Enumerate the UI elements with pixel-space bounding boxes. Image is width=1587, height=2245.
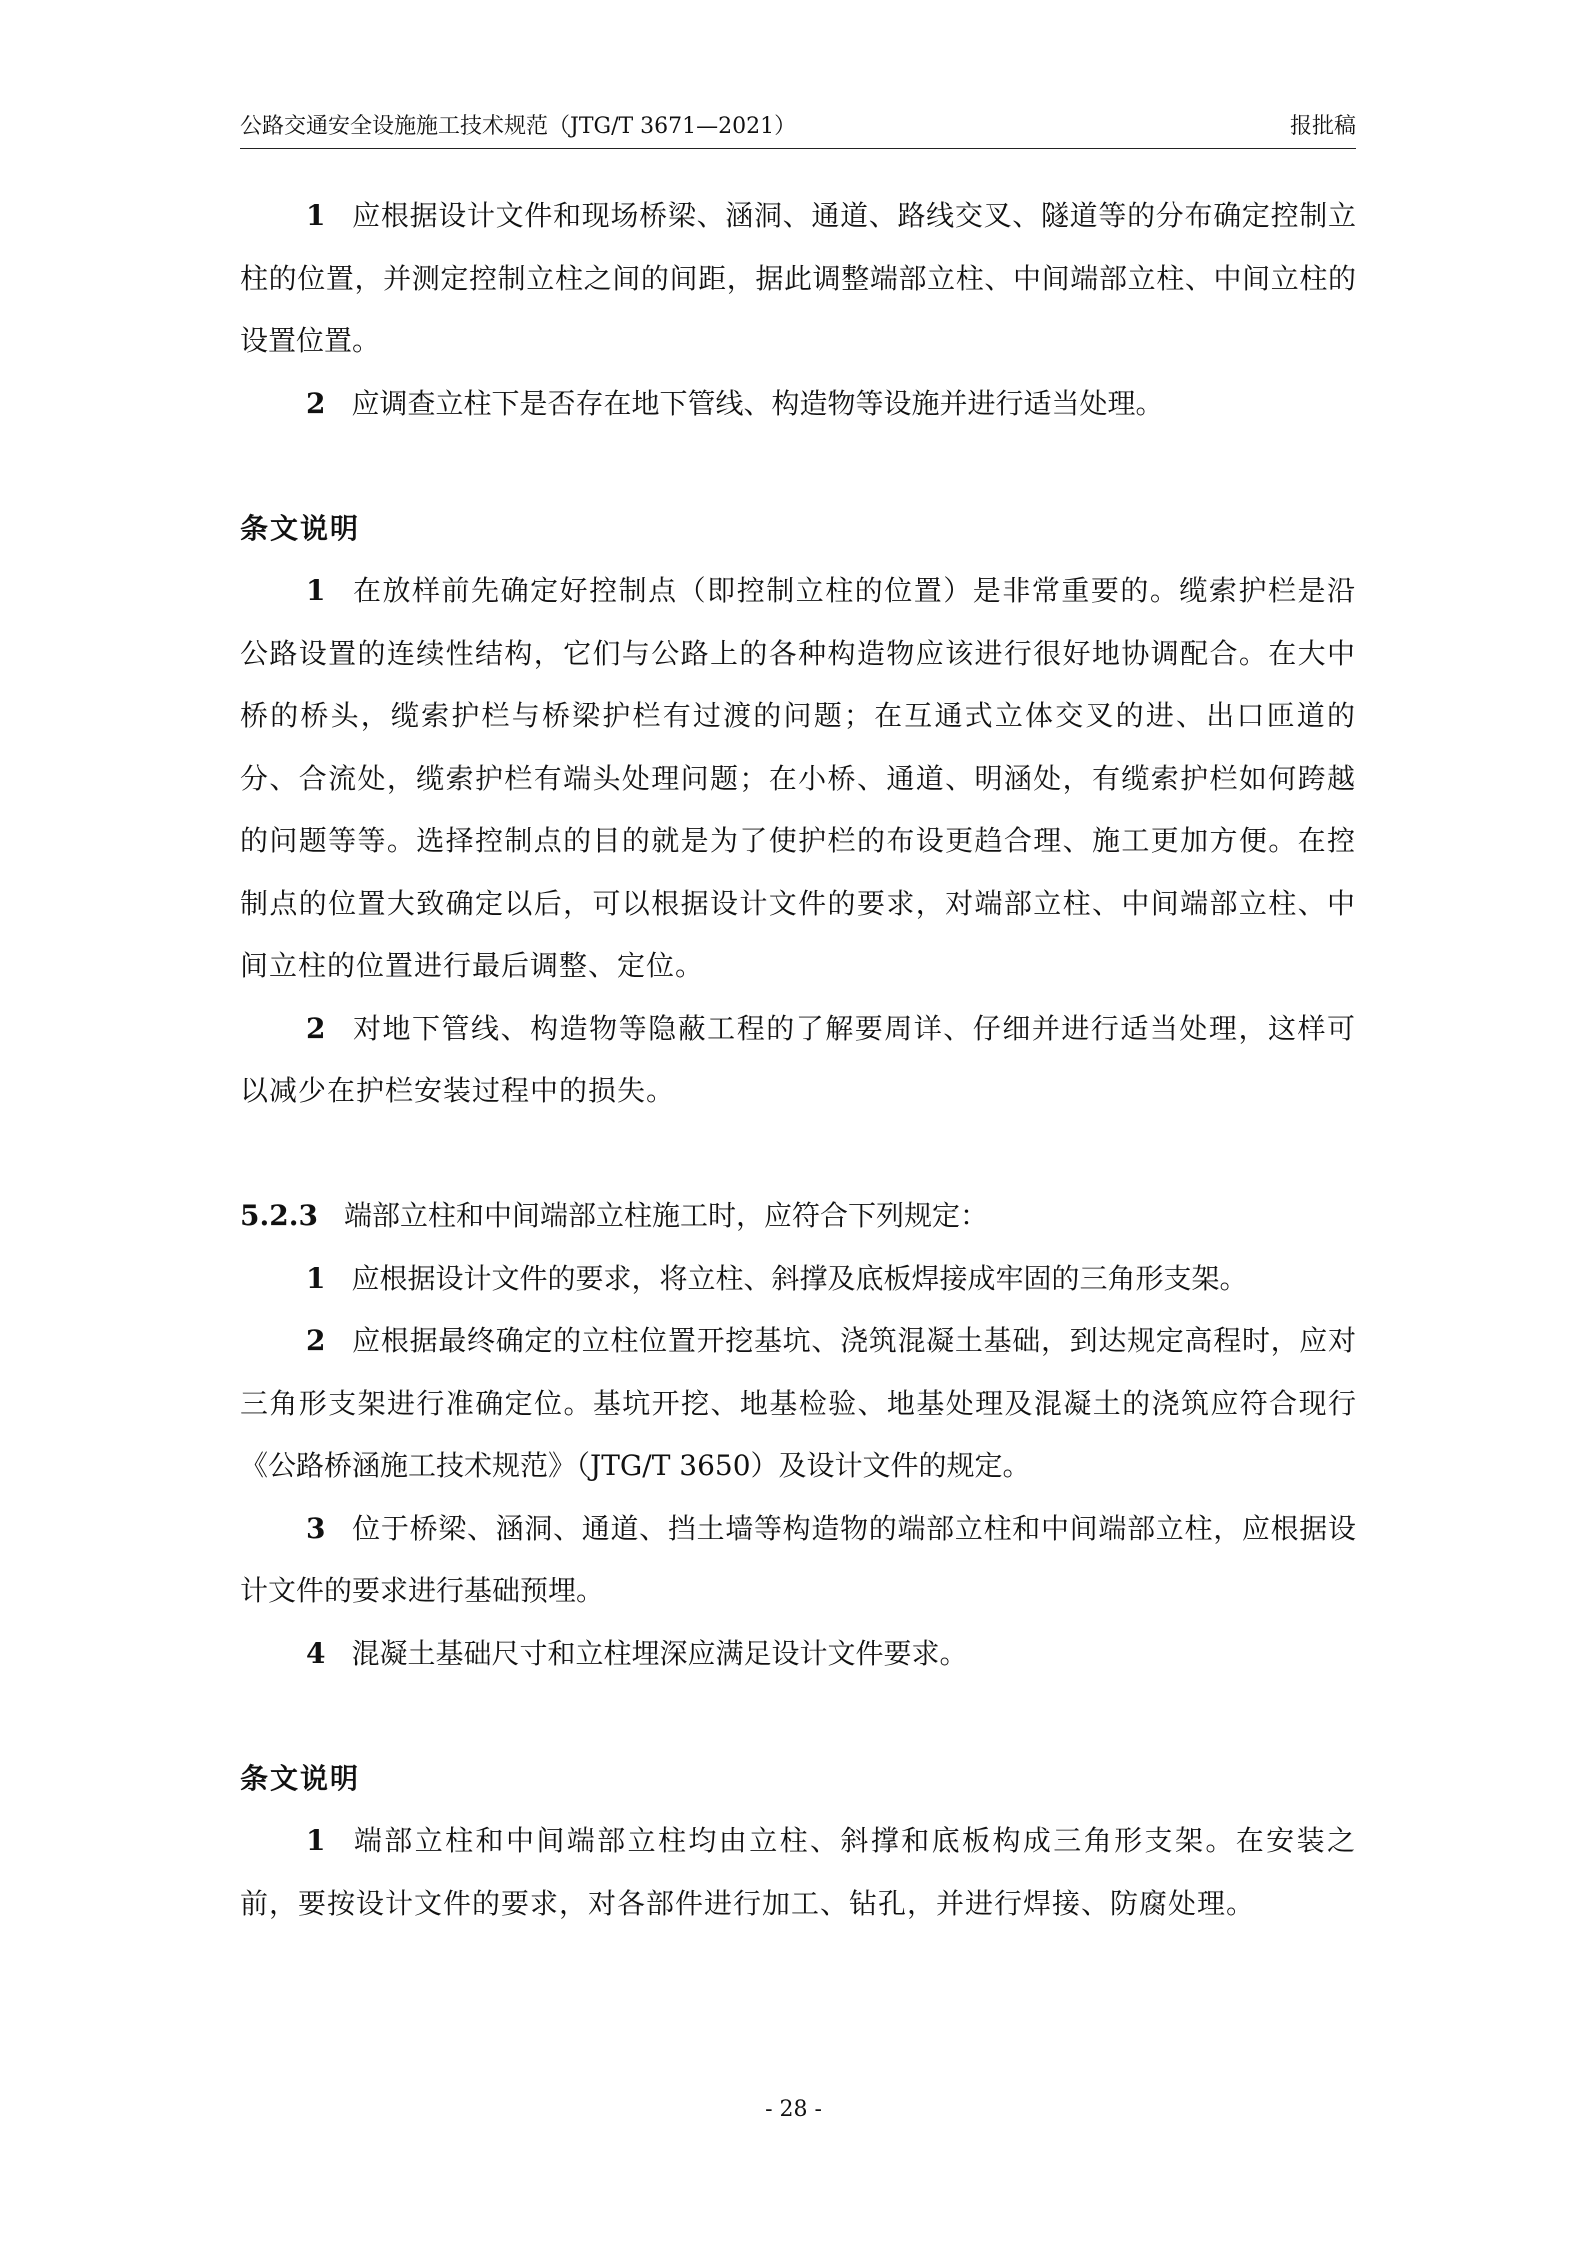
item-text: 混凝土基础尺寸和立柱埋深应满足设计文件要求。 — [351, 1636, 968, 1670]
item-number: 3 — [306, 1511, 326, 1545]
header-rule — [240, 148, 1356, 149]
item-text: 端部立柱和中间端部立柱均由立柱、斜撑和底板构成三角形支架。在安装之前，要按设计文件的要求，对各部件进行加工、钻孔，并进行焊接、防腐处理。 — [240, 1824, 1356, 1920]
clause-item — [240, 373, 1356, 436]
item-text: 对地下管线、构造物等隐蔽工程的了解要周详、仔细并进行适当处理，这样可以减少在护栏安装过程中的损失。 — [240, 1011, 1356, 1107]
item-text: 应根据最终确定的立柱位置开挖基坑、浇筑混凝土基础，到达规定高程时，应对三角形支架进行准确定位。基坑开挖、地基检验、地基处理及混凝土的浇筑应符合现行《公路桥涵施工技术规范》（JTG/T 3650）及设计文件的规定。 — [240, 1324, 1356, 1482]
explanation-title: 条文说明 — [240, 511, 361, 545]
explanation-item — [240, 1810, 1356, 1935]
item-number: 2 — [306, 386, 326, 420]
clause-item — [240, 1248, 1356, 1311]
main-content — [240, 185, 1356, 1935]
item-number: 4 — [306, 1636, 326, 1670]
explanation-title: 条文说明 — [240, 1761, 361, 1795]
item-text: 应根据设计文件的要求，将立柱、斜撑及底板焊接成牢固的三角形支架。 — [351, 1261, 1248, 1295]
header-title: 公路交通安全设施施工技术规范（JTG/T 3671—2021） — [240, 114, 797, 139]
explanation-item — [240, 560, 1356, 998]
explanation-block-1 — [240, 498, 1356, 1123]
header-status: 报批稿 — [1289, 114, 1356, 139]
item-number: 1 — [306, 199, 326, 232]
clause-item — [240, 185, 1356, 373]
clause-block-1 — [240, 185, 1356, 435]
item-number: 1 — [306, 1824, 327, 1857]
item-text: 应调查立柱下是否存在地下管线、构造物等设施并进行适当处理。 — [351, 386, 1164, 420]
section-5-2-3 — [240, 1185, 1356, 1685]
item-number: 1 — [306, 1261, 326, 1295]
page-number: - 28 - — [765, 2097, 822, 2122]
item-text: 在放样前先确定好控制点（即控制立柱的位置）是非常重要的。缆索护栏是沿公路设置的连续性结构，它们与公路上的各种构造物应该进行很好地协调配合。在大中桥的桥头，缆索护栏与桥梁护栏有过渡的问题；在互通式立体交叉的进、出口匝道的分、合流处，缆索护栏有端头处理问题；在小桥、通道、明涵处，有缆索护栏如何跨越的问题等等。选择控制点的目的就是为了使护栏的布设更趋合理、施工更加方便。在控制点的位置大致确定以后，可以根据设计文件的要求，对端部立柱、中间端部立柱、中间立柱的位置进行最后调整、定位。 — [240, 574, 1356, 982]
clause-item — [240, 1310, 1356, 1498]
section-number: 5.2.3 — [240, 1199, 318, 1232]
spacer — [240, 435, 1356, 498]
item-number: 1 — [306, 574, 327, 607]
item-number: 2 — [306, 1011, 327, 1045]
item-text: 位于桥梁、涵洞、通道、挡土墙等构造物的端部立柱和中间端部立柱，应根据设计文件的要求进行基础预埋。 — [240, 1511, 1356, 1607]
clause-item — [240, 1498, 1356, 1623]
section-heading — [240, 1185, 1356, 1248]
explanation-item — [240, 998, 1356, 1123]
explanation-block-2 — [240, 1748, 1356, 1936]
spacer — [240, 1685, 1356, 1748]
running-header — [240, 112, 1356, 152]
item-number: 2 — [306, 1324, 326, 1357]
section-text: 端部立柱和中间端部立柱施工时，应符合下列规定： — [343, 1199, 988, 1232]
clause-item — [240, 1623, 1356, 1686]
item-text: 应根据设计文件和现场桥梁、涵洞、通道、路线交叉、隧道等的分布确定控制立柱的位置，并测定控制立柱之间的间距，据此调整端部立柱、中间端部立柱、中间立柱的设置位置。 — [240, 199, 1356, 357]
spacer — [240, 1123, 1356, 1186]
